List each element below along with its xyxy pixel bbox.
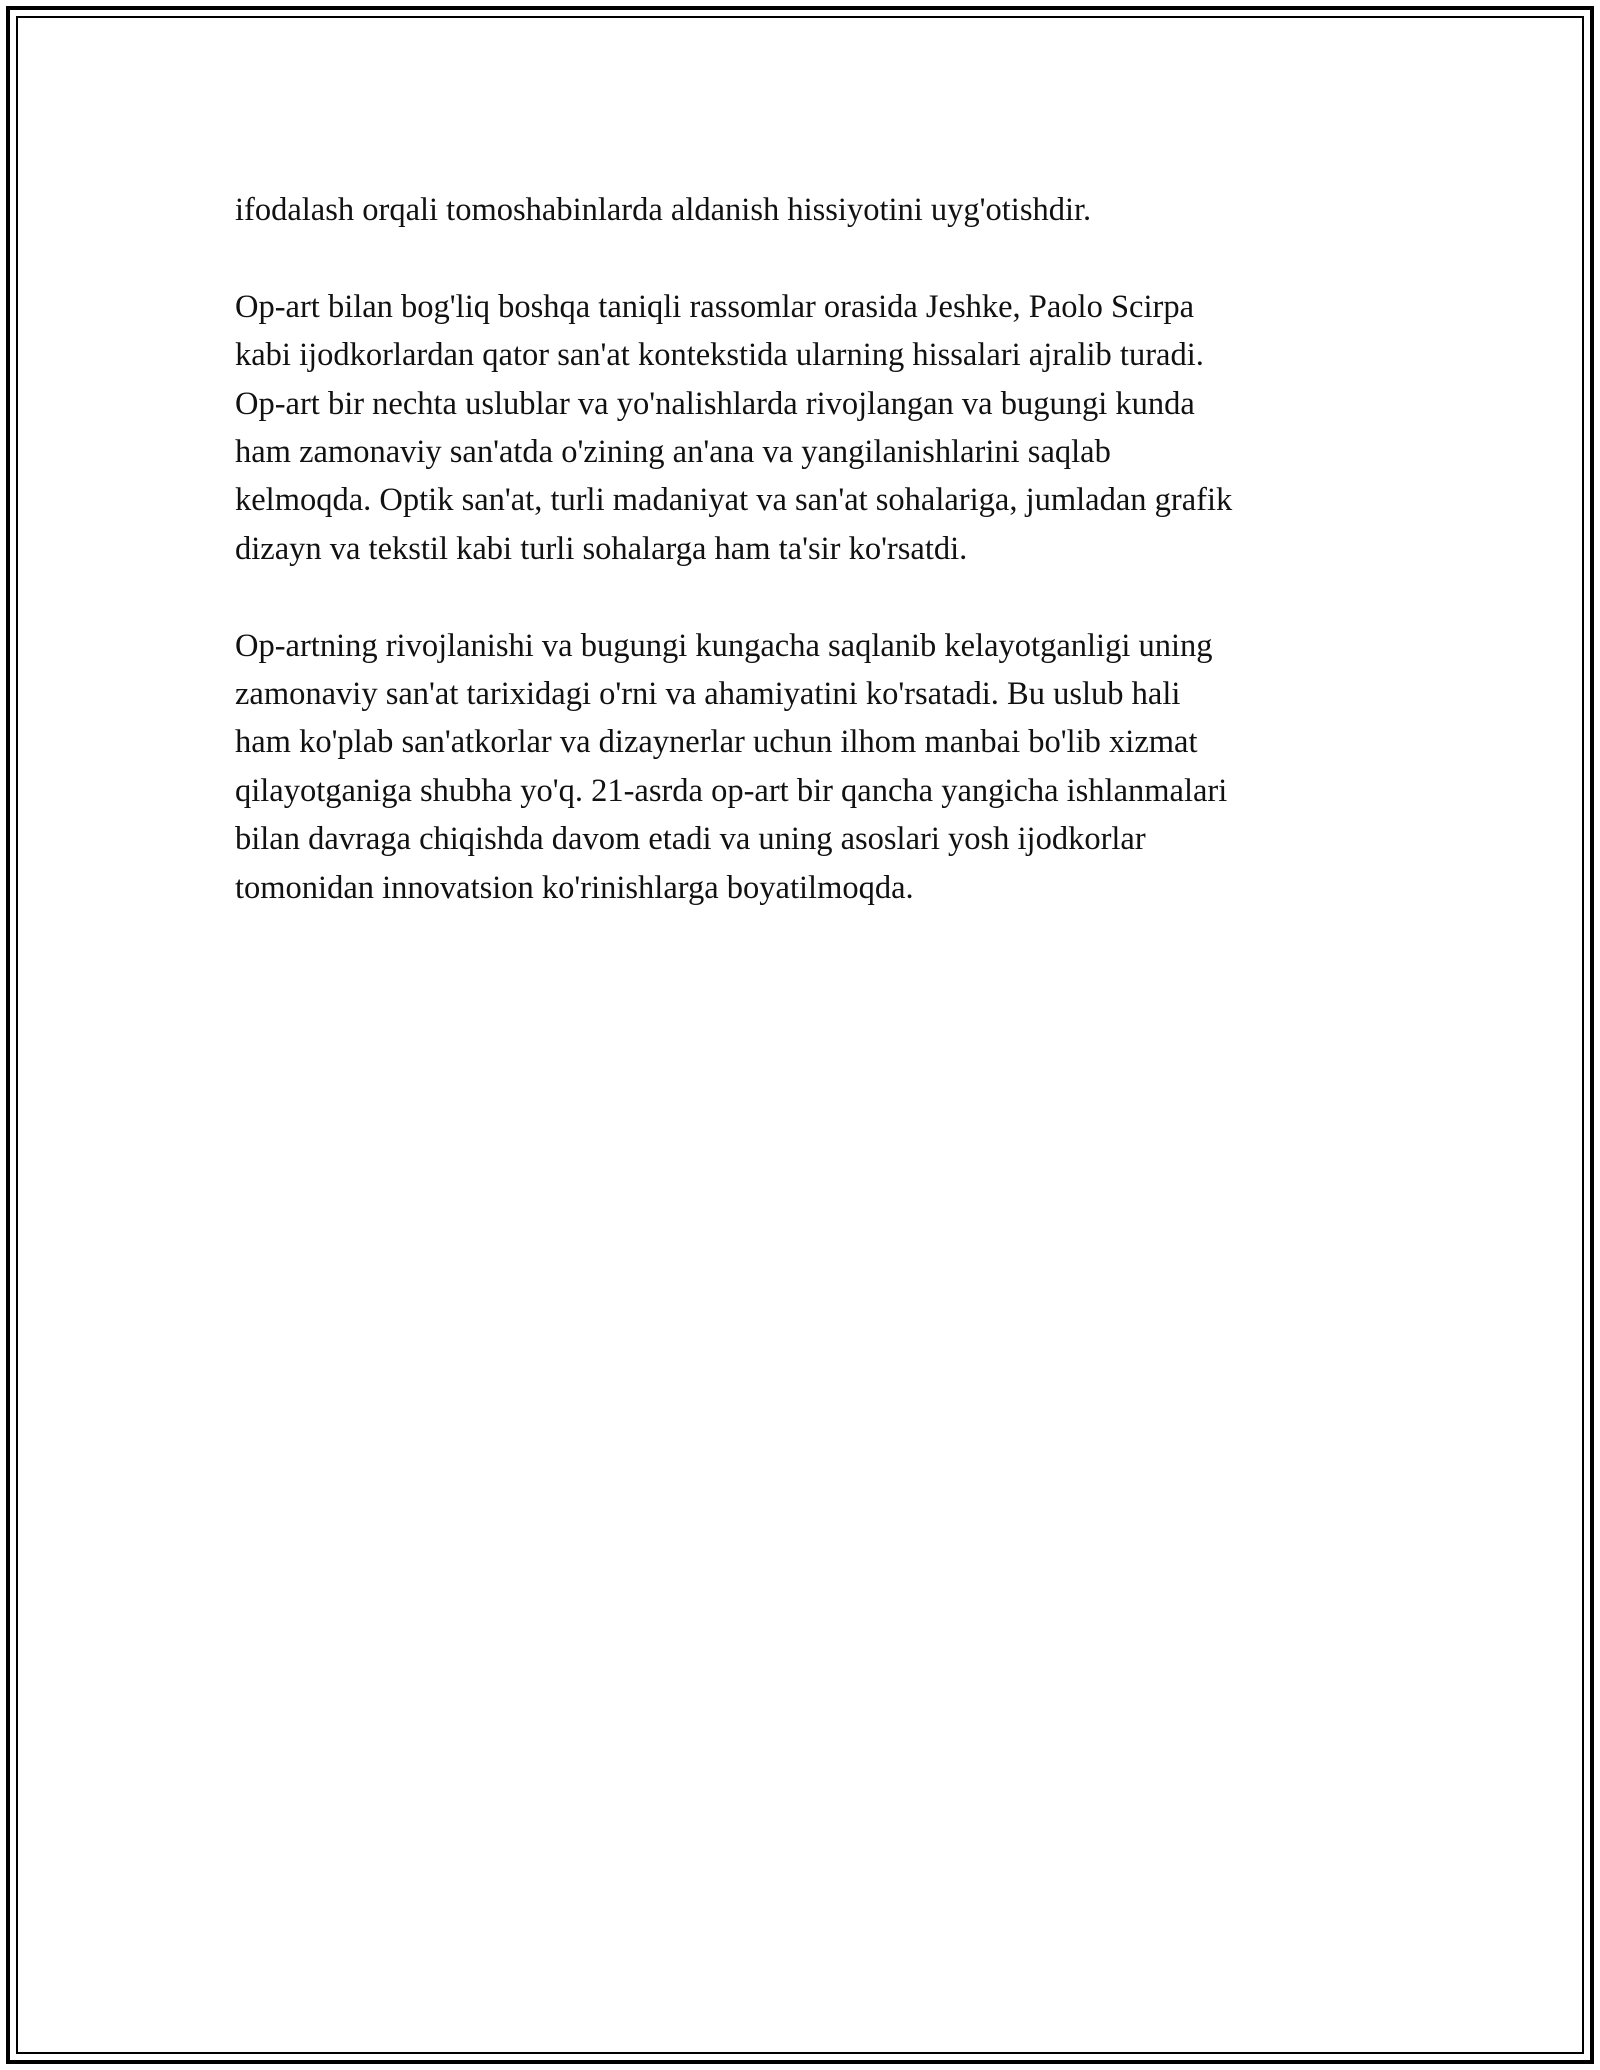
document-body: [235, 186, 1395, 960]
text-line: tomonidan innovatsion ko'rinishlarga boyatilmoqda.: [235, 869, 914, 906]
text-line: Op-art bilan bog'liq boshqa taniqli rassomlar orasida Jeshke, Paolo Scirpa: [235, 288, 1194, 325]
text-line: kabi ijodkorlardan qator san'at kontekstida ularning hissalari ajralib turadi.: [235, 337, 1204, 374]
text-line: dizayn va tekstil kabi turli sohalarga ham ta'sir ko'rsatdi.: [235, 530, 968, 567]
text-line: Op-art bir nechta uslublar va yo'nalishlarda rivojlangan va bugungi kunda: [235, 385, 1195, 422]
text-line: ifodalash orqali tomoshabinlarda aldanish hissiyotini uyg'otishdir.: [235, 192, 1092, 228]
paragraph-2: [235, 283, 1395, 573]
text-line: zamonaviy san'at tarixidagi o'rni va ahamiyatini ko'rsatadi. Bu uslub hali: [235, 676, 1181, 713]
paragraph-3: [235, 622, 1395, 912]
paragraph-1: [235, 186, 1395, 234]
text-line: qilayotganiga shubha yo'q. 21-asrda op-art bir qancha yangicha ishlanmalari: [235, 772, 1228, 809]
text-line: Op-artning rivojlanishi va bugungi kungacha saqlanib kelayotganligi uning: [235, 627, 1213, 664]
text-line: ham ko'plab san'atkorlar va dizaynerlar uchun ilhom manbai bo'lib xizmat: [235, 724, 1198, 761]
text-line: kelmoqda. Optik san'at, turli madaniyat va san'at sohalariga, jumladan grafik: [235, 482, 1233, 519]
text-line: bilan davraga chiqishda davom etadi va uning asoslari yosh ijodkorlar: [235, 821, 1146, 858]
text-line: ham zamonaviy san'atda o'zining an'ana va yangilanishlarini saqlab: [235, 434, 1111, 471]
